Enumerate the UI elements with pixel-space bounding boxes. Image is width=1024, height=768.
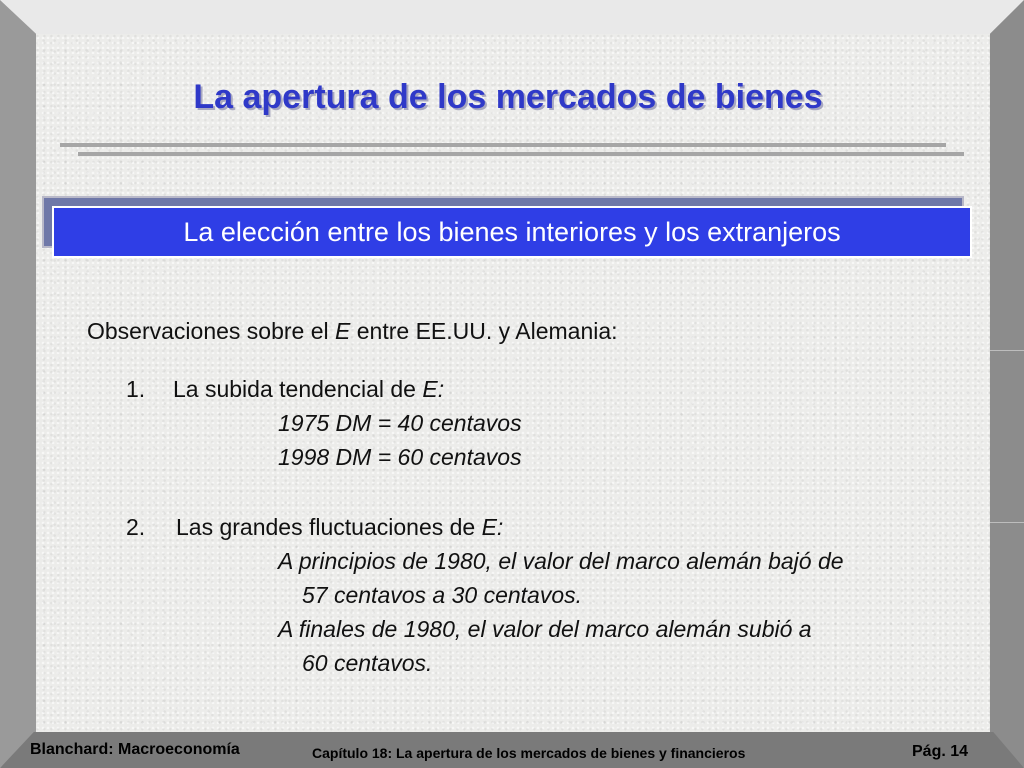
list-detail-line: A principios de 1980, el valor del marco alemán bajó de <box>278 548 844 574</box>
list-item-var: E: <box>481 514 504 540</box>
title-rule <box>60 143 946 147</box>
frame-divider <box>990 350 1024 351</box>
subtitle-banner: La elección entre los bienes interiores y los extranjeros <box>52 206 972 258</box>
list-item-text: La subida tendencial de <box>173 376 423 402</box>
list-item <box>173 376 444 403</box>
list-item-number: 2. <box>126 514 146 540</box>
title-rule <box>78 152 964 156</box>
footer-chapter: Capítulo 18: La apertura de los mercados de bienes y financieros <box>312 745 746 761</box>
frame-divider <box>990 522 1024 523</box>
list-item <box>176 514 503 541</box>
list-detail-line: 57 centavos a 30 centavos. <box>302 582 583 608</box>
footer-page-number: Pág. 14 <box>912 743 969 760</box>
list-detail-line: 1998 DM = 60 centavos <box>278 444 522 470</box>
list-detail-line: 1975 DM = 40 centavos <box>278 410 522 436</box>
intro-var: E <box>335 318 351 344</box>
intro-line <box>87 318 618 345</box>
intro-prefix: Observaciones sobre el <box>87 318 336 344</box>
list-detail-line: A finales de 1980, el valor del marco alemán subió a <box>278 616 812 642</box>
intro-suffix: entre EE.UU. y Alemania: <box>350 318 618 344</box>
slide-title: La apertura de los mercados de bienes <box>193 78 823 116</box>
list-detail-line: 60 centavos. <box>302 650 433 676</box>
frame-bevel-top <box>0 0 1024 34</box>
list-item-number: 1. <box>126 376 146 402</box>
list-item-var: E: <box>422 376 445 402</box>
footer-book: Blanchard: Macroeconomía <box>30 741 240 758</box>
list-item-text: Las grandes fluctuaciones de <box>176 514 482 540</box>
